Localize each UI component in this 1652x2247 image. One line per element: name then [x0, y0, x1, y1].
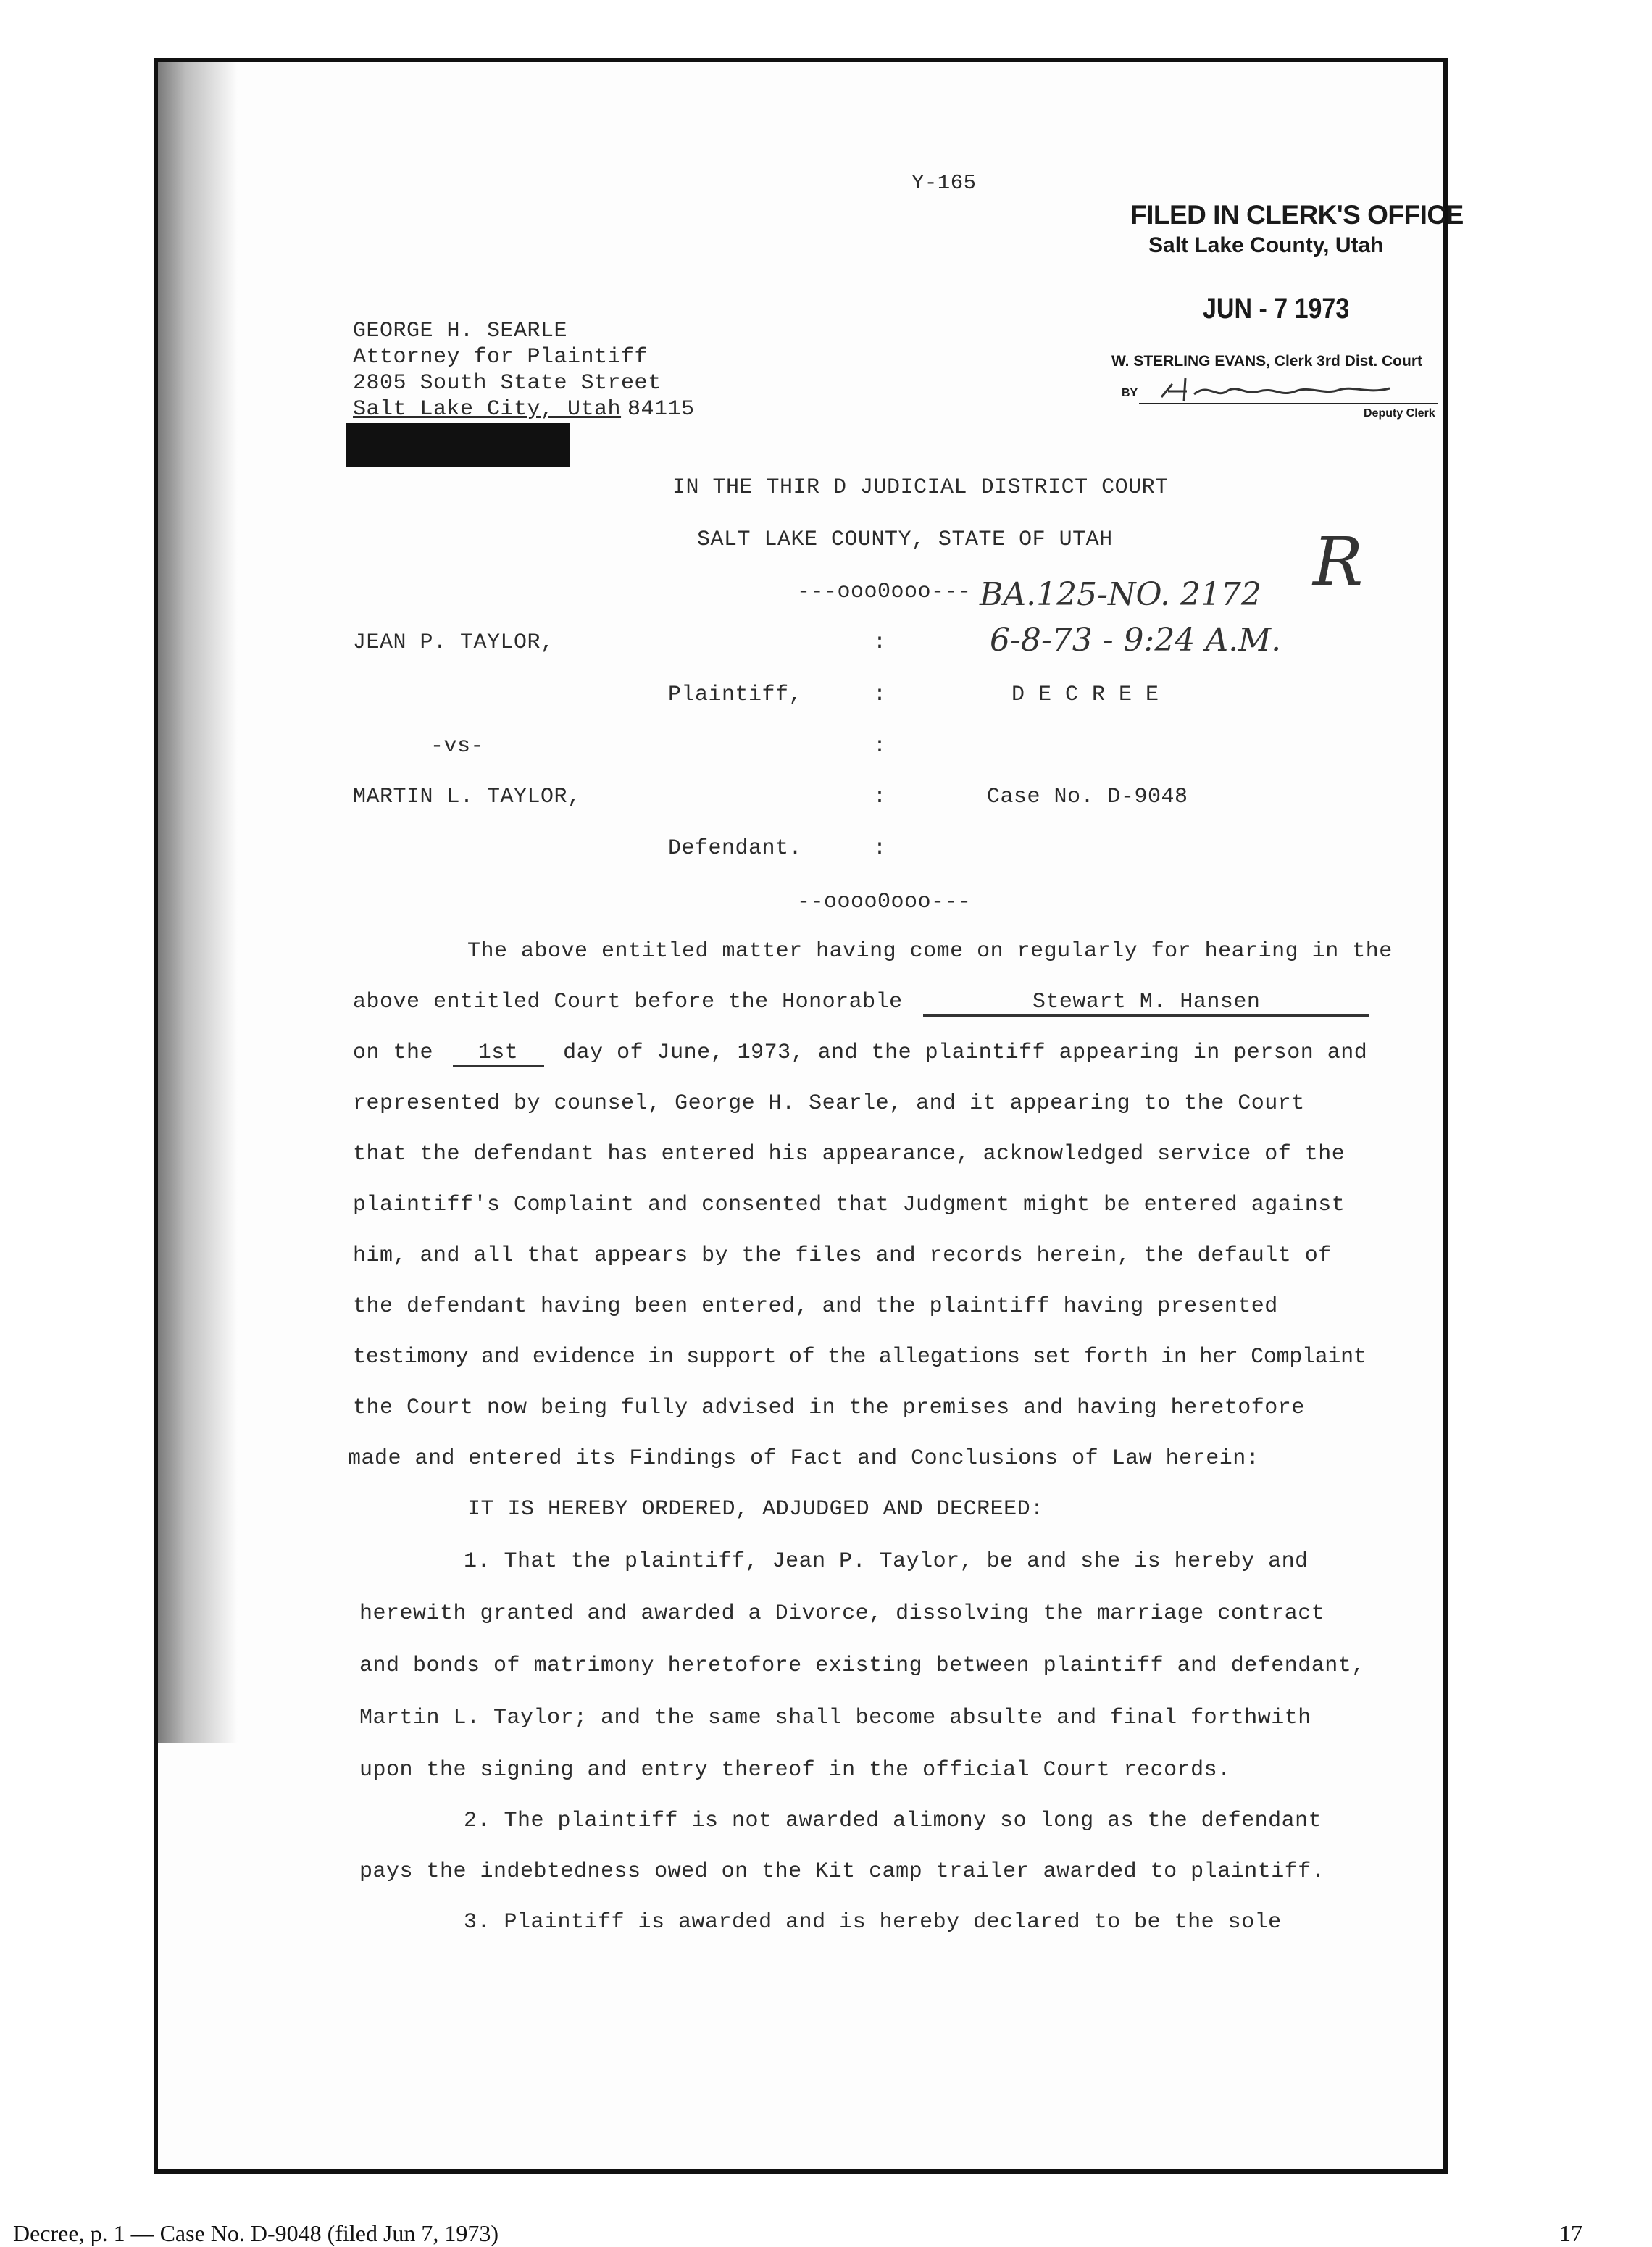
body-line: 3. Plaintiff is awarded and is hereby declared to be the sole [464, 1910, 1282, 1935]
scan-edge-shadow [158, 62, 238, 1743]
ordered-heading: IT IS HEREBY ORDERED, ADJUDGED AND DECREED: [467, 1497, 1044, 1522]
versus: -vs- [430, 734, 485, 759]
divider-top: ---ooo0ooo--- [797, 580, 972, 604]
attorney-name: GEORGE H. SEARLE [353, 319, 568, 343]
filed-stamp-county: Salt Lake County, Utah [1148, 233, 1384, 257]
court-county: SALT LAKE COUNTY, STATE OF UTAH [697, 528, 1113, 552]
plaintiff-label: Plaintiff, [668, 683, 803, 707]
body-text: above entitled Court before the Honorable [353, 990, 903, 1014]
case-number: Case No. D-9048 [987, 785, 1188, 809]
deputy-signature [1158, 370, 1404, 406]
body-line: The above entitled matter having come on regularly for hearing in the [467, 939, 1393, 964]
body-line: pays the indebtedness owed on the Kit camp trailer awarded to plaintiff. [359, 1859, 1325, 1884]
body-text: on the [353, 1041, 434, 1065]
deputy-signature-line [1139, 403, 1438, 404]
document-title: D E C R E E [1011, 683, 1159, 707]
body-line: that the defendant has entered his appearance, acknowledged service of the [353, 1142, 1346, 1167]
page-number: 17 [1559, 2220, 1582, 2246]
body-line: 2. The plaintiff is not awarded alimony so long as the defendant [464, 1809, 1322, 1833]
defendant-name: MARTIN L. TAYLOR, [353, 785, 581, 809]
handwritten-initial: R [1313, 523, 1364, 601]
body-line: testimony and evidence in support of the allegations set forth in her Complaint [353, 1345, 1367, 1370]
body-line: upon the signing and entry thereof in the official Court records. [359, 1758, 1231, 1783]
defendant-label: Defendant. [668, 836, 803, 861]
body-line: him, and all that appears by the files and records herein, the default of [353, 1243, 1332, 1268]
divider-bottom: --oooo0ooo--- [797, 890, 972, 914]
body-line: represented by counsel, George H. Searle, and it appearing to the Court [353, 1091, 1305, 1116]
caption-colon: : [873, 836, 887, 861]
body-line: Martin L. Taylor; and the same shall become absulte and final forthwith [359, 1706, 1311, 1730]
attorney-role: Attorney for Plaintiff [353, 345, 648, 370]
body-line: and bonds of matrimony heretofore existing between plaintiff and defendant, [359, 1654, 1365, 1678]
body-line [353, 1041, 1367, 1067]
body-line: herewith granted and awarded a Divorce, dissolving the marriage contract [359, 1601, 1325, 1626]
filed-stamp-by: BY [1122, 387, 1138, 399]
handwritten-book-number: BA.125-NO. 2172 [980, 576, 1261, 613]
body-line: the Court now being fully advised in the premises and having heretofore [353, 1396, 1305, 1420]
plaintiff-name: JEAN P. TAYLOR, [353, 630, 554, 655]
attorney-city: Salt Lake City, Utah [353, 397, 622, 422]
filed-stamp-date: JUN - 7 1973 [1203, 293, 1350, 325]
filed-stamp-title: FILED IN CLERK'S OFFICE [1130, 200, 1464, 230]
attorney-street: 2805 South State Street [353, 371, 662, 396]
caption-colon: : [873, 683, 887, 707]
form-number: Y-165 [911, 171, 977, 195]
caption-colon: : [873, 785, 887, 809]
body-line: the defendant having been entered, and the plaintiff having presented [353, 1294, 1278, 1319]
court-name: IN THE THIR D JUDICIAL DISTRICT COURT [672, 475, 1169, 500]
redaction-bar [346, 423, 570, 467]
body-text: day of June, 1973, and the plaintiff appearing in person and [563, 1041, 1368, 1065]
body-line: plaintiff's Complaint and consented that Judgment might be entered against [353, 1193, 1346, 1217]
attorney-zip: 84115 [627, 397, 695, 422]
judge-name: Stewart M. Hansen [923, 990, 1369, 1017]
body-line [353, 990, 1369, 1017]
deputy-clerk-label: Deputy Clerk [1364, 407, 1435, 420]
page-caption: Decree, p. 1 — Case No. D-9048 (filed Jun 7, 1973) [13, 2220, 499, 2246]
hearing-day: 1st [453, 1041, 544, 1067]
caption-colon: : [873, 734, 887, 759]
handwritten-date-time: 6-8-73 - 9:24 A.M. [990, 622, 1282, 659]
body-line: made and entered its Findings of Fact and Conclusions of Law herein: [348, 1446, 1260, 1471]
body-line: 1. That the plaintiff, Jean P. Taylor, be and she is hereby and [464, 1549, 1309, 1574]
caption-colon: : [873, 630, 887, 655]
filed-stamp-clerk: W. STERLING EVANS, Clerk 3rd Dist. Court [1111, 353, 1423, 370]
